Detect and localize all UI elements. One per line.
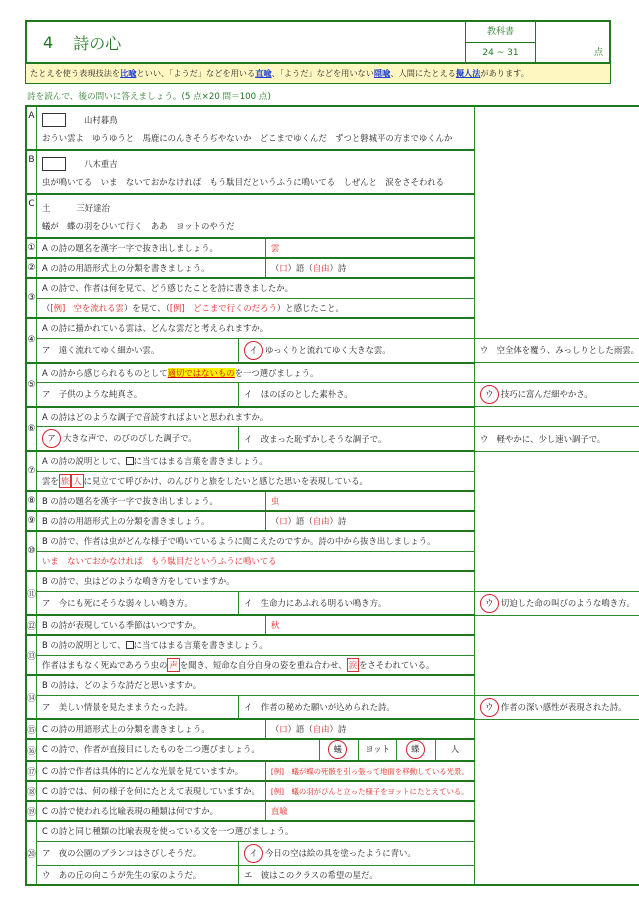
textbook-pages: [465, 22, 535, 62]
question-text: B の詩で、作者は虫がどんな様子で鳴いているように聞こえたのですか。詩の中から抜き出しましょう。: [37, 531, 475, 551]
poem-b: [26, 150, 639, 194]
answer-circle: ウ: [480, 385, 499, 404]
highlight-phrase: 適切ではないもの: [167, 367, 235, 378]
option-b[interactable]: イ 改まった恥ずかしそうな調子で。: [239, 427, 475, 452]
question-number: ①: [26, 238, 37, 258]
question-text: B の詩の用語形式上の分類を書きましょう。: [37, 511, 266, 531]
question-text: B の詩の説明として、 に当てはまる言葉を書きましょう。: [37, 635, 475, 655]
answer-field[interactable]: [例] 蟻の羽がぴんと立った様子をヨットにたとえている。: [265, 781, 474, 801]
question-text: A の詩はどのような調子で音読すればよいと思われますか。: [37, 407, 475, 427]
question-number: ③: [26, 278, 37, 318]
answer-field[interactable]: （口）語（自由）詩: [265, 258, 474, 278]
worksheet-header: [25, 20, 611, 64]
option-c[interactable]: ウ 切迫した命の叫びのような鳴き方。: [474, 591, 639, 615]
answer-field[interactable]: 秋: [265, 615, 474, 635]
question-text: A の詩の説明として、 に当てはまる言葉を書きましょう。: [37, 451, 475, 471]
banner-text: 、人間にたとえる: [390, 68, 456, 78]
question-number: ⑯: [26, 739, 37, 761]
poem-author: 八木重吉: [84, 159, 118, 169]
choice-yacht[interactable]: ヨット: [358, 740, 397, 760]
poem-author: 山村暮鳥: [84, 115, 118, 125]
lesson-number: 4: [43, 32, 54, 52]
poem-c: [26, 194, 639, 238]
question-17: [26, 761, 639, 781]
question-text: A の詩の用語形式上の分類を書きましょう。: [37, 258, 266, 278]
question-4: [26, 318, 639, 338]
keyword-hiyu: 比喩: [120, 68, 137, 78]
question-number: ⑨: [26, 511, 37, 531]
score-unit: 点: [593, 48, 603, 58]
banner-text: 、「ようだ」などを用いない: [271, 68, 374, 78]
poem-label: B: [26, 150, 37, 194]
question-14: [26, 675, 639, 695]
question-5-options: [26, 383, 639, 407]
hint-banner: [25, 64, 611, 84]
option-a[interactable]: ア 今にも死にそうな弱々しい鳴き方。: [37, 591, 239, 615]
answer-field[interactable]: [例] 蟻が蝶の死骸を引っ張って地面を移動している光景。: [265, 761, 474, 781]
banner-text: といい、「ようだ」などを用いる: [136, 68, 256, 78]
question-number: ⑲: [26, 801, 37, 821]
score-box[interactable]: [535, 22, 609, 62]
question-text: C の詩では、何の様子を何にたとえて表現していますか。: [37, 781, 266, 801]
question-text: A の詩に描かれている雲は、どんな雲だと考えられますか。: [37, 318, 475, 338]
question-number: ⑭: [26, 675, 37, 719]
option-b[interactable]: イ 今日の空は絵の具を塗ったように青い。: [239, 841, 475, 865]
question-number: ⑬: [26, 635, 37, 675]
question-text: A の詩の題名を漢字一字で抜き出しましょう。: [37, 238, 266, 258]
answer-circle: ウ: [480, 698, 499, 717]
question-16: [26, 739, 639, 761]
lesson-name: 詩の心: [73, 33, 122, 53]
question-7-answer: [26, 471, 639, 491]
question-15: [26, 719, 639, 739]
answer-circle: ア: [42, 429, 61, 448]
question-6: [26, 407, 639, 427]
choice-ant[interactable]: [320, 740, 358, 760]
question-14-options: [26, 695, 639, 719]
answer-circle: 蝶: [406, 740, 425, 759]
question-number: ⑳: [26, 821, 37, 885]
poem-title: 土: [42, 203, 51, 213]
option-a[interactable]: ア 美しい情景を見たままうたった詩。: [37, 695, 239, 719]
question-8: [26, 491, 639, 511]
answer-field[interactable]: 雲: [265, 238, 474, 258]
option-c[interactable]: ウ 作者の深い感性が表現された詩。: [474, 695, 639, 719]
textbook-label: 教科書: [486, 27, 514, 37]
question-number: ⑥: [26, 407, 37, 452]
question-number: ⑧: [26, 491, 37, 511]
question-9: [26, 511, 639, 531]
question-text: B の詩の題名を漢字一字で抜き出しましょう。: [37, 491, 266, 511]
answer-circle: ウ: [480, 594, 499, 613]
answer-circle: イ: [244, 341, 263, 360]
question-table: [25, 105, 639, 886]
question-number: ⑮: [26, 719, 37, 739]
question-4-options: [26, 338, 639, 363]
option-b[interactable]: イ 生命力にあふれる明るい鳴き方。: [239, 591, 475, 615]
poem-label: A: [26, 106, 37, 150]
question-13: [26, 635, 639, 655]
question-18: [26, 781, 639, 801]
question-number: ⑤: [26, 363, 37, 407]
question-6-options: [26, 427, 639, 452]
question-12: [26, 615, 639, 635]
question-number: ⑫: [26, 615, 37, 635]
question-number: ⑦: [26, 451, 37, 491]
option-c[interactable]: ウ 軽やかに、少し速い調子で。: [474, 427, 639, 452]
question-11-options: [26, 591, 639, 615]
question-text: C の詩で、作者が直接目にしたものを二つ選びましょう。: [42, 744, 260, 754]
choice-butterfly[interactable]: [396, 740, 435, 760]
question-20-options-row1: [26, 841, 639, 865]
question-10-answer: [26, 551, 639, 571]
question-20-options-row2: [26, 865, 639, 885]
page-range: 24 ~ 31: [466, 42, 535, 62]
answer-field[interactable]: （[例] 空を流れる雲）を見て、（[例] どこまで行くのだろう）と感じたこと。: [37, 298, 475, 318]
question-19: [26, 801, 639, 821]
blank-box-icon: [126, 457, 134, 465]
poem-author: 三好達治: [76, 203, 110, 213]
choice-person[interactable]: 人: [435, 740, 474, 760]
answer-field[interactable]: 雲を 旅 人 に見立てて呼びかけ、のんびりと旅をしたいと感じた思いを表現している。: [37, 471, 475, 491]
option-a[interactable]: ア 大きな声で、のびのびした調子で。: [37, 427, 239, 452]
option-b[interactable]: イ ほのぼのとした素朴さ。: [239, 383, 475, 407]
poem-text: おうい雲よ ゆうゆうと 馬鹿にのんきそうぢやないか どこまでゆくんだ ずつと磐城平の方までゆくんか: [42, 133, 453, 143]
question-13-answer: [26, 655, 639, 675]
option-b[interactable]: イ ゆっくりと流れてゆく大きな雲。: [239, 338, 475, 363]
question-10: [26, 531, 639, 551]
question-number: ⑰: [26, 761, 37, 781]
question-text: C の詩と同じ種類の比喩表現を使っている文を一つ選びましょう。: [37, 821, 475, 841]
question-3: [26, 278, 639, 298]
question-7: [26, 451, 639, 471]
banner-text: たとえを使う表現技法を: [30, 68, 121, 78]
question-2: [26, 258, 639, 278]
question-5: [26, 363, 639, 383]
question-text: A の詩で、作者は何を見て、どう感じたことを詩に書きましたか。: [37, 278, 475, 298]
instructions: 詩を読んで、後の問いに答えましょう。(5 点×20 問＝100 点): [27, 92, 271, 102]
blank-box-icon: [126, 641, 134, 649]
poem-label: C: [26, 194, 37, 238]
answer-circle: イ: [244, 844, 263, 863]
lesson-title: [27, 22, 465, 62]
worksheet: [25, 20, 639, 886]
question-number: ⑱: [26, 781, 37, 801]
answer-field[interactable]: 作者はまもなく死ぬであろう虫の 声 を聞き、短命な自分自身の姿を重ね合わせ、 涙 をさそわれている。: [37, 655, 475, 675]
banner-text: があります。: [480, 68, 529, 78]
title-blank[interactable]: [42, 113, 66, 127]
answer-circle: 蟻: [328, 740, 347, 759]
question-text: C の詩で作者は具体的にどんな光景を見ていますか。: [37, 761, 266, 781]
option-a[interactable]: ア 遠く流れてゆく細かい雲。: [37, 338, 239, 363]
option-d[interactable]: エ 彼はこのクラスの希望の星だ。: [239, 865, 475, 885]
option-c[interactable]: ウ あの丘の向こうが先生の家のようだ。: [37, 865, 239, 885]
answer-field[interactable]: 直喩: [265, 801, 474, 821]
question-number: ⑪: [26, 571, 37, 615]
question-number: ④: [26, 318, 37, 363]
question-20: [26, 821, 639, 841]
poem-text: 蟻が 蝶の羽をひいて行く ああ ヨットのやうだ: [42, 221, 235, 231]
question-1: [26, 238, 639, 258]
question-text: C の詩の用語形式上の分類を書きましょう。: [37, 719, 266, 739]
question-number: ②: [26, 258, 37, 278]
option-c[interactable]: ウ 技巧に富んだ細やかさ。: [474, 383, 639, 407]
option-c[interactable]: ウ 空全体を覆う、みっしりとした雨雲。: [474, 338, 639, 363]
option-b[interactable]: イ 作者の秘めた願いが込められた詩。: [239, 695, 475, 719]
keyword-chokuyu: 直喩: [255, 68, 272, 78]
question-text: C の詩で使われる比喩表現の種類は何ですか。: [37, 801, 266, 821]
poem-a: [26, 106, 639, 150]
question-text: A の詩から感じられるものとして適切ではないものを一つ選びましょう。: [37, 363, 475, 383]
question-text: B の詩は、どのような詩だと思いますか。: [37, 675, 475, 695]
poem-text: 虫が鳴いてる いま ないておかなければ もう駄目だというふうに鳴いてる しぜんと 涙をさそわれる: [42, 177, 445, 187]
answer-field[interactable]: （口）語（自由）詩: [265, 511, 474, 531]
answer-field[interactable]: 虫: [265, 491, 474, 511]
option-a[interactable]: ア 子供のような純真さ。: [37, 383, 239, 407]
keyword-gijinho: 擬人法: [455, 68, 481, 78]
option-a[interactable]: ア 夜の公園のブランコはさびしそうだ。: [37, 841, 239, 865]
answer-field[interactable]: いま ないておかなければ もう駄目だというふうに鳴いてる: [37, 551, 475, 571]
question-number: ⑩: [26, 531, 37, 571]
keyword-inyu: 隠喩: [373, 68, 391, 78]
question-3-answer: [26, 298, 639, 318]
question-11: [26, 571, 639, 591]
title-blank[interactable]: [42, 157, 66, 171]
question-text: B の詩が表現している季節はいつですか。: [37, 615, 266, 635]
answer-field[interactable]: （口）語（自由）詩: [265, 719, 474, 739]
question-text: B の詩で、虫はどのような鳴き方をしていますか。: [37, 571, 475, 591]
